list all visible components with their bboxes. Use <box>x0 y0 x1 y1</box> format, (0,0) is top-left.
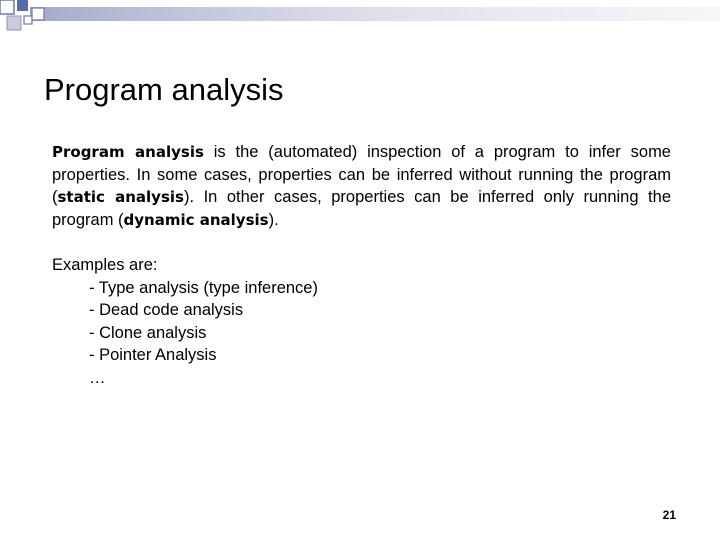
page-number: 21 <box>662 508 676 522</box>
slide-title: Program analysis <box>44 72 284 107</box>
header-square-filled <box>17 0 28 11</box>
list-item: - Pointer Analysis <box>89 346 217 365</box>
term-program-analysis: Program analysis <box>52 143 204 161</box>
decorative-header-band <box>0 0 720 56</box>
header-square-outline-2 <box>32 8 44 20</box>
header-square-outline <box>0 0 14 14</box>
definition-paragraph <box>52 141 671 231</box>
header-square-small <box>24 16 32 24</box>
list-item: - Type analysis (type inference) <box>89 278 318 297</box>
header-gradient-bar <box>30 7 720 21</box>
term-dynamic-analysis: dynamic analysis <box>123 210 269 229</box>
paragraph-text-3: ). <box>268 210 279 229</box>
header-square-light <box>7 16 21 30</box>
examples-block <box>52 254 318 390</box>
examples-heading: Examples are: <box>52 256 158 274</box>
list-item: … <box>89 368 106 387</box>
paragraph-text-1: is the (automated) inspection of a program to infer some properties. In some cases, properties can be inferred without running the program ( <box>52 143 671 207</box>
list-item: - Dead code analysis <box>89 301 244 320</box>
paragraph-text-2: ). In other cases, properties can be inferred only running the program ( <box>52 188 671 229</box>
term-static-analysis: static analysis <box>57 188 184 207</box>
examples-list <box>52 277 318 390</box>
list-item: - Clone analysis <box>89 323 207 342</box>
